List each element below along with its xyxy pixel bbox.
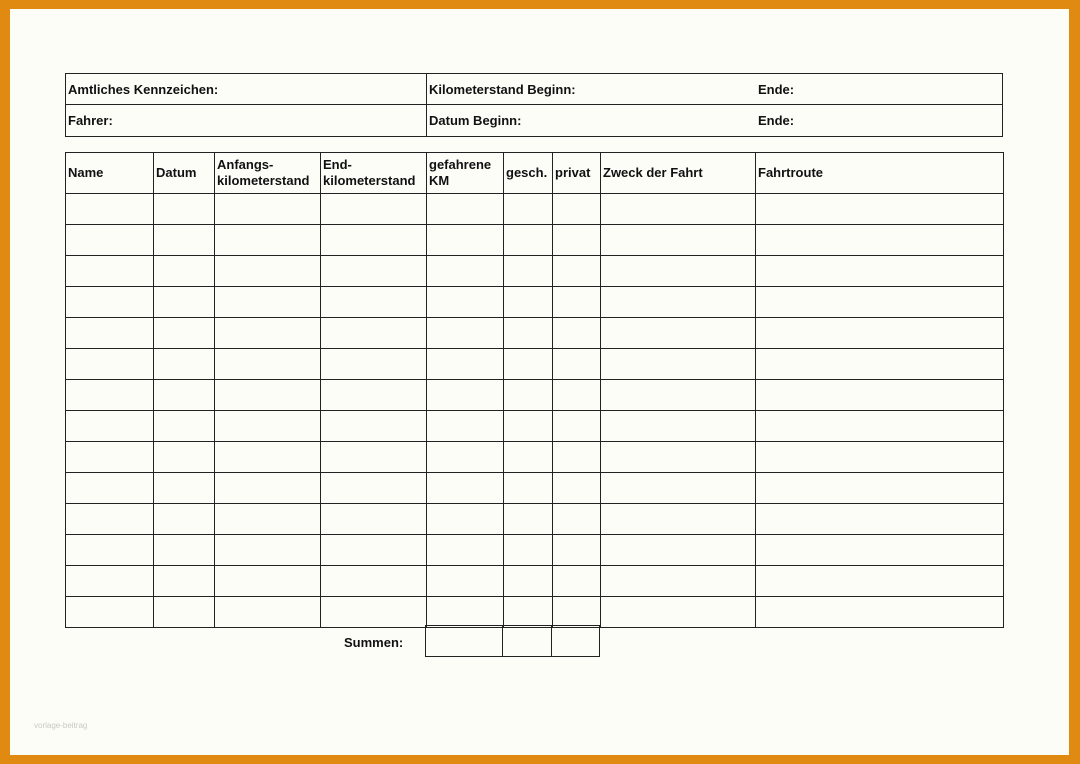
- table-cell[interactable]: [427, 256, 504, 287]
- table-cell[interactable]: [504, 349, 553, 380]
- table-body: [66, 194, 1004, 628]
- table-cell[interactable]: [215, 566, 321, 597]
- table-cell[interactable]: [215, 442, 321, 473]
- table-cell[interactable]: [427, 504, 504, 535]
- table-cell[interactable]: [66, 287, 154, 318]
- sum-private-cell[interactable]: [552, 626, 600, 657]
- table-row: [66, 194, 1004, 225]
- table-cell[interactable]: [427, 380, 504, 411]
- table-cell[interactable]: [215, 535, 321, 566]
- table-cell[interactable]: [756, 287, 1004, 318]
- table-row: [66, 535, 1004, 566]
- table-row: [66, 597, 1004, 628]
- table-cell[interactable]: [321, 504, 427, 535]
- table-cell[interactable]: [321, 535, 427, 566]
- table-cell[interactable]: [66, 411, 154, 442]
- table-cell[interactable]: [601, 318, 756, 349]
- table-cell[interactable]: [553, 194, 601, 225]
- table-cell[interactable]: [601, 473, 756, 504]
- table-cell[interactable]: [154, 535, 215, 566]
- col-header-route: Fahrtroute: [756, 153, 1004, 194]
- table-cell[interactable]: [601, 225, 756, 256]
- table-cell[interactable]: [215, 473, 321, 504]
- table-cell[interactable]: [66, 535, 154, 566]
- table-cell[interactable]: [154, 380, 215, 411]
- sums-table: [425, 625, 600, 657]
- table-cell[interactable]: [154, 411, 215, 442]
- table-cell[interactable]: [504, 597, 553, 628]
- table-cell[interactable]: [504, 566, 553, 597]
- col-header-date: Datum: [154, 153, 215, 194]
- table-cell[interactable]: [427, 473, 504, 504]
- table-cell[interactable]: [553, 287, 601, 318]
- table-cell[interactable]: [66, 597, 154, 628]
- table-cell[interactable]: [553, 566, 601, 597]
- table-cell[interactable]: [553, 318, 601, 349]
- table-cell[interactable]: [321, 473, 427, 504]
- table-cell[interactable]: [756, 473, 1004, 504]
- table-cell[interactable]: [321, 380, 427, 411]
- vehicle-info-box: [65, 73, 1003, 137]
- table-cell[interactable]: [504, 535, 553, 566]
- table-cell[interactable]: [66, 566, 154, 597]
- table-cell[interactable]: [504, 225, 553, 256]
- table-cell[interactable]: [215, 504, 321, 535]
- table-cell[interactable]: [504, 442, 553, 473]
- table-cell[interactable]: [215, 318, 321, 349]
- table-cell[interactable]: [504, 411, 553, 442]
- table-cell[interactable]: [756, 380, 1004, 411]
- table-row: [66, 504, 1004, 535]
- table-cell[interactable]: [601, 194, 756, 225]
- table-cell[interactable]: [321, 194, 427, 225]
- table-row: [66, 225, 1004, 256]
- table-cell[interactable]: [427, 225, 504, 256]
- table-cell[interactable]: [756, 411, 1004, 442]
- sum-km-driven-cell[interactable]: [426, 626, 503, 657]
- col-header-purpose: Zweck der Fahrt: [601, 153, 756, 194]
- table-cell[interactable]: [553, 504, 601, 535]
- table-cell[interactable]: [321, 287, 427, 318]
- table-cell[interactable]: [154, 287, 215, 318]
- table-row: [66, 566, 1004, 597]
- table-cell[interactable]: [756, 504, 1004, 535]
- col-header-km-driven: gefahrene KM: [427, 153, 504, 194]
- table-cell[interactable]: [601, 566, 756, 597]
- table-cell[interactable]: [321, 442, 427, 473]
- table-cell[interactable]: [601, 349, 756, 380]
- table-cell[interactable]: [321, 349, 427, 380]
- col-header-private: privat: [553, 153, 601, 194]
- table-cell[interactable]: [427, 349, 504, 380]
- table-cell[interactable]: [427, 597, 504, 628]
- table-cell[interactable]: [427, 194, 504, 225]
- trip-log-table: [65, 152, 1004, 628]
- table-cell[interactable]: [66, 225, 154, 256]
- table-cell[interactable]: [553, 256, 601, 287]
- km-end-label: Ende:: [758, 82, 795, 97]
- table-cell[interactable]: [215, 597, 321, 628]
- table-cell[interactable]: [756, 442, 1004, 473]
- table-cell[interactable]: [553, 225, 601, 256]
- table-cell[interactable]: [504, 287, 553, 318]
- table-cell[interactable]: [504, 473, 553, 504]
- table-cell[interactable]: [601, 597, 756, 628]
- col-header-name: Name: [66, 153, 154, 194]
- table-cell[interactable]: [427, 442, 504, 473]
- table-cell[interactable]: [504, 194, 553, 225]
- date-end-label: Ende:: [758, 113, 795, 128]
- km-start-label: Kilometerstand Beginn:: [429, 82, 576, 97]
- watermark: vorlage-beitrag: [34, 721, 88, 730]
- table-cell[interactable]: [756, 318, 1004, 349]
- table-cell[interactable]: [154, 504, 215, 535]
- table-row: [66, 256, 1004, 287]
- table-cell[interactable]: [215, 256, 321, 287]
- table-cell[interactable]: [321, 256, 427, 287]
- table-cell[interactable]: [215, 225, 321, 256]
- table-row: [66, 349, 1004, 380]
- table-cell[interactable]: [427, 566, 504, 597]
- table-cell[interactable]: [66, 473, 154, 504]
- table-cell[interactable]: [427, 287, 504, 318]
- table-cell[interactable]: [321, 318, 427, 349]
- col-header-km-start: Anfangs- kilometerstand: [215, 153, 321, 194]
- col-header-km-end: End- kilometerstand: [321, 153, 427, 194]
- info-row-plate: [66, 74, 1002, 105]
- table-cell[interactable]: [553, 597, 601, 628]
- table-cell[interactable]: [321, 411, 427, 442]
- table-cell[interactable]: [504, 380, 553, 411]
- table-cell[interactable]: [601, 287, 756, 318]
- table-cell[interactable]: [215, 349, 321, 380]
- table-row: [66, 442, 1004, 473]
- table-cell[interactable]: [756, 194, 1004, 225]
- table-cell[interactable]: [504, 256, 553, 287]
- table-cell[interactable]: [321, 225, 427, 256]
- table-cell[interactable]: [553, 349, 601, 380]
- table-cell[interactable]: [601, 411, 756, 442]
- table-row: [66, 318, 1004, 349]
- table-cell[interactable]: [321, 597, 427, 628]
- col-header-business: gesch.: [504, 153, 553, 194]
- table-cell[interactable]: [66, 442, 154, 473]
- table-cell[interactable]: [154, 256, 215, 287]
- table-cell[interactable]: [66, 349, 154, 380]
- table-cell[interactable]: [215, 380, 321, 411]
- table-cell[interactable]: [601, 380, 756, 411]
- table-cell[interactable]: [756, 349, 1004, 380]
- table-cell[interactable]: [154, 349, 215, 380]
- table-cell[interactable]: [154, 473, 215, 504]
- table-cell[interactable]: [553, 411, 601, 442]
- table-cell[interactable]: [66, 318, 154, 349]
- date-start-label: Datum Beginn:: [429, 113, 522, 128]
- info-row-driver: [66, 105, 1002, 136]
- sum-business-cell[interactable]: [503, 626, 552, 657]
- table-cell[interactable]: [601, 535, 756, 566]
- table-cell[interactable]: [66, 380, 154, 411]
- logbook-sheet: [10, 9, 1069, 755]
- table-cell[interactable]: [321, 566, 427, 597]
- table-cell[interactable]: [756, 225, 1004, 256]
- table-row: [66, 380, 1004, 411]
- sums-row: [426, 626, 600, 657]
- table-cell[interactable]: [427, 411, 504, 442]
- table-cell[interactable]: [553, 473, 601, 504]
- table-cell[interactable]: [427, 535, 504, 566]
- table-cell[interactable]: [154, 566, 215, 597]
- table-row: [66, 287, 1004, 318]
- table-cell[interactable]: [504, 318, 553, 349]
- table-cell[interactable]: [215, 194, 321, 225]
- table-cell[interactable]: [66, 194, 154, 225]
- table-row: [66, 411, 1004, 442]
- table-cell[interactable]: [756, 535, 1004, 566]
- table-cell[interactable]: [154, 318, 215, 349]
- table-cell[interactable]: [756, 256, 1004, 287]
- table-cell[interactable]: [215, 411, 321, 442]
- table-cell[interactable]: [154, 597, 215, 628]
- table-cell[interactable]: [553, 442, 601, 473]
- table-cell[interactable]: [601, 504, 756, 535]
- table-cell[interactable]: [553, 380, 601, 411]
- table-cell[interactable]: [756, 566, 1004, 597]
- plate-label: Amtliches Kennzeichen:: [68, 82, 219, 97]
- table-cell[interactable]: [215, 287, 321, 318]
- table-cell[interactable]: [154, 194, 215, 225]
- table-cell[interactable]: [504, 504, 553, 535]
- table-cell[interactable]: [553, 535, 601, 566]
- table-cell[interactable]: [66, 504, 154, 535]
- table-header-row: [66, 153, 1004, 194]
- table-cell[interactable]: [427, 318, 504, 349]
- table-cell[interactable]: [756, 597, 1004, 628]
- table-cell[interactable]: [601, 256, 756, 287]
- table-cell[interactable]: [154, 225, 215, 256]
- sum-label: Summen:: [344, 635, 404, 650]
- table-cell[interactable]: [66, 256, 154, 287]
- driver-label: Fahrer:: [68, 113, 113, 128]
- table-cell[interactable]: [601, 442, 756, 473]
- table-cell[interactable]: [154, 442, 215, 473]
- table-row: [66, 473, 1004, 504]
